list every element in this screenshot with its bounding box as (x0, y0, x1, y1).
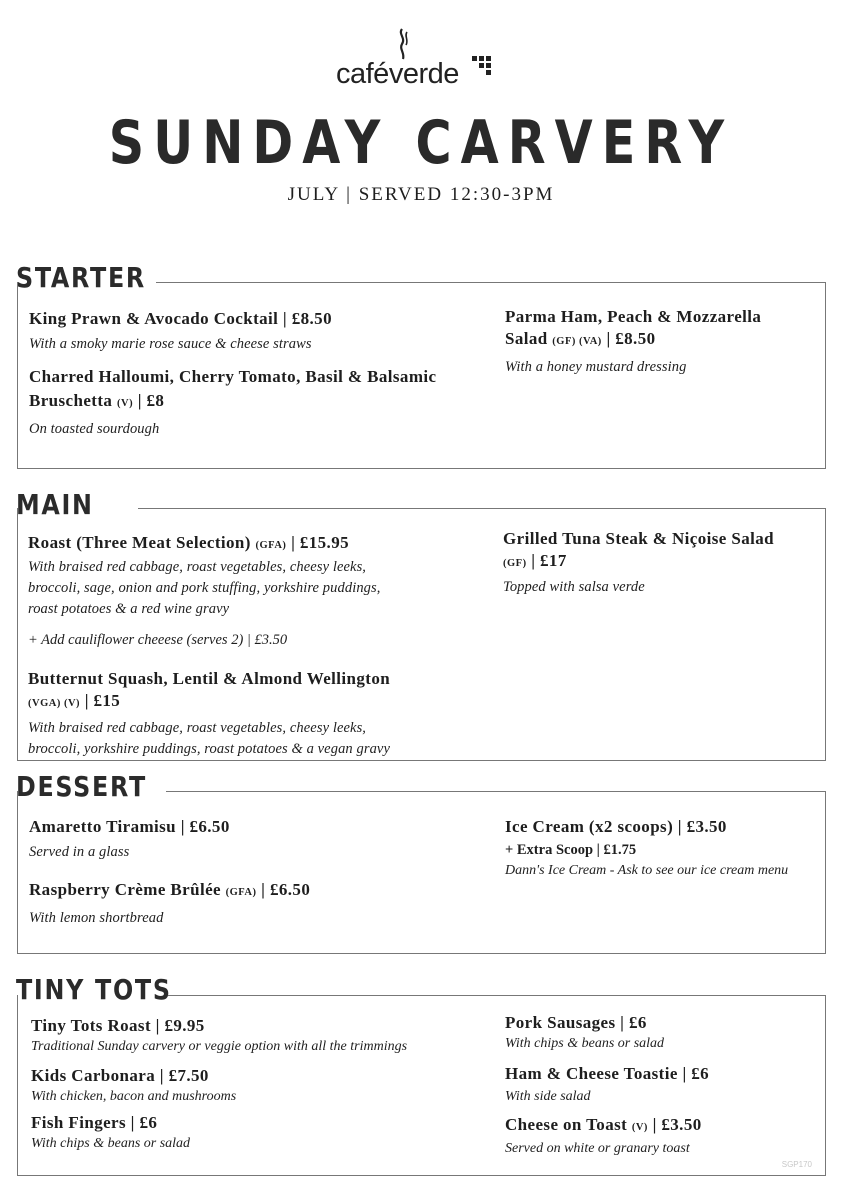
item-name: King Prawn & Avocado Cocktail | £8.50 (29, 309, 332, 328)
item-desc: With chips & beans or salad (505, 1036, 665, 1051)
item-desc: With a honey mustard dressing (505, 359, 687, 375)
item-price: | £8.50 (606, 329, 656, 348)
dessert-box (17, 791, 826, 954)
item-name: Amaretto Tiramisu | £6.50 (29, 817, 230, 836)
menu-item (31, 1112, 481, 1151)
item-desc: Traditional Sunday carvery or veggie option with all the trimmings (31, 1039, 408, 1054)
item-price: | £17 (531, 551, 567, 570)
item-extra: + Extra Scoop | £1.75 (505, 842, 637, 858)
section-heading-starter: STARTER (16, 261, 146, 294)
item-name: Ham & Cheese Toastie | £6 (505, 1064, 710, 1083)
item-desc: Topped with salsa verde (503, 579, 645, 595)
item-price: | £3.50 (652, 1115, 702, 1134)
menu-item (28, 668, 478, 760)
item-desc-line: broccoli, sage, onion and pork stuffing, yorkshire puddings, (28, 580, 381, 596)
item-name: Butternut Squash, Lentil & Almond Wellington (28, 669, 391, 688)
footer-code: SGP170 (781, 1160, 812, 1169)
page-title: SUNDAY CARVERY (108, 108, 734, 178)
menu-item (505, 1012, 805, 1051)
dietary-tag: (GFA) (225, 887, 257, 898)
item-name: Pork Sausages | £6 (505, 1013, 647, 1032)
item-name: Fish Fingers | £6 (31, 1113, 158, 1132)
dietary-tag: (V) (116, 398, 134, 409)
item-name: Tiny Tots Roast | £9.95 (31, 1016, 205, 1035)
menu-item (31, 1015, 481, 1054)
item-name: Ice Cream (x2 scoops) | £3.50 (505, 817, 727, 836)
item-desc: With chicken, bacon and mushrooms (31, 1089, 237, 1104)
starter-box (17, 282, 826, 469)
main-box (17, 508, 826, 761)
cafeverde-logo (336, 28, 506, 92)
item-name-line2 (28, 690, 478, 715)
menu-item (29, 879, 479, 929)
menu-item (29, 366, 479, 440)
item-name-line (28, 532, 478, 557)
item-name: Kids Carbonara | £7.50 (31, 1066, 209, 1085)
item-addon: + Add cauliflower cheeese (serves 2) | £3.50 (28, 632, 288, 648)
item-desc-line: With braised red cabbage, roast vegetables, cheesy leeks, (28, 559, 367, 575)
menu-item (31, 1065, 481, 1104)
item-name-line2 (505, 328, 805, 353)
menu-item (505, 1114, 805, 1156)
section-heading-dessert: DESSERT (16, 770, 147, 803)
item-desc: Served on white or granary toast (505, 1141, 690, 1156)
tiny-tots-box (17, 995, 826, 1176)
section-heading-tiny-tots: TINY TOTS (16, 973, 172, 1006)
item-desc-line: With braised red cabbage, roast vegetables, cheesy leeks, (28, 720, 367, 736)
menu-item (503, 528, 813, 598)
section-heading-main: MAIN (16, 488, 94, 521)
item-name: Parma Ham, Peach & Mozzarella (505, 307, 762, 326)
menu-item (28, 532, 478, 650)
item-name: Salad (505, 329, 548, 348)
page-subtitle: JULY | SERVED 12:30-3PM (287, 184, 555, 205)
item-price: | £15 (84, 691, 121, 710)
item-name-line2 (503, 550, 813, 575)
item-name: Raspberry Crème Brûlée (29, 880, 221, 899)
dietary-tag: (VGA) (V) (28, 698, 81, 709)
item-desc: With chips & beans or salad (31, 1136, 191, 1151)
item-name: Bruschetta (29, 391, 113, 410)
dietary-tag: (GFA) (255, 540, 287, 551)
logo-text: caféverde (336, 58, 459, 90)
item-desc-line: roast potatoes & a red wine gravy (28, 601, 230, 617)
menu-item (29, 816, 479, 863)
menu-item (505, 306, 805, 378)
item-desc: Dann's Ice Cream - Ask to see our ice cream menu (505, 863, 789, 878)
item-desc-line: broccoli, yorkshire puddings, roast potatoes & a vegan gravy (28, 741, 391, 757)
item-desc: Served in a glass (29, 844, 130, 860)
item-desc: On toasted sourdough (29, 421, 160, 437)
item-name-line (505, 1114, 805, 1139)
item-name-line (29, 879, 479, 904)
menu-item (505, 1063, 805, 1104)
item-desc: With a smoky marie rose sauce & cheese straws (29, 336, 312, 352)
menu-item (29, 308, 479, 355)
item-name: Charred Halloumi, Cherry Tomato, Basil & Balsamic (29, 367, 437, 386)
dietary-tag: (GF) (VA) (552, 336, 602, 347)
steam-icon (397, 28, 411, 60)
item-price: | £15.95 (291, 533, 350, 552)
item-desc: With lemon shortbread (29, 910, 164, 926)
item-name: Roast (Three Meat Selection) (28, 533, 251, 552)
item-name: Cheese on Toast (505, 1115, 628, 1134)
menu-item (505, 816, 795, 878)
squares-icon (472, 56, 492, 76)
item-price: | £6.50 (261, 880, 311, 899)
item-name: Grilled Tuna Steak & Niçoise Salad (503, 529, 775, 548)
dietary-tag: (GF) (503, 558, 527, 569)
item-price: | £8 (137, 391, 165, 410)
dietary-tag: (V) (631, 1122, 648, 1133)
item-name-line2 (29, 390, 479, 415)
item-desc: With side salad (505, 1089, 591, 1104)
